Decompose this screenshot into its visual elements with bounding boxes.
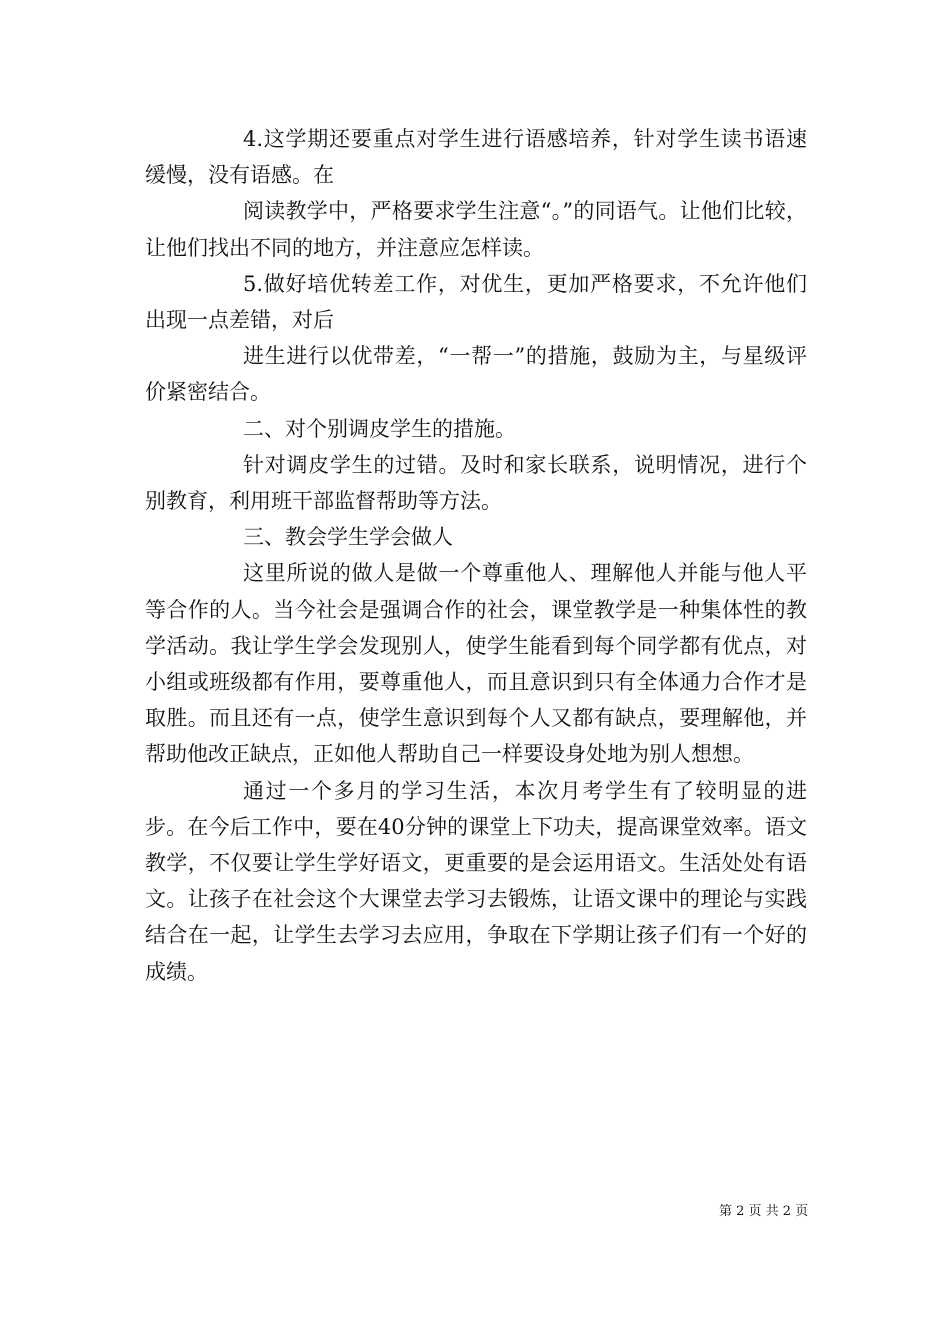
paragraph-3: 5.做好培优转差工作，对优生，更加严格要求，不允许他们出现一点差错，对后 bbox=[145, 271, 807, 333]
section-heading-3: 三、教会学生学会做人 bbox=[243, 525, 453, 550]
paragraph-2: 阅读教学中，严格要求学生注意“。”的同语气。让他们比较，让他们找出不同的地方，并注意应怎样读。 bbox=[145, 199, 807, 260]
paragraph-6: 针对调皮学生的过错。及时和家长联系，说明情况，进行个别教育，利用班干部监督帮助等方法。 bbox=[145, 452, 807, 514]
paragraph-4: 进生进行以优带差，“一帮一”的措施，鼓励为主，与星级评价紧密结合。 bbox=[145, 344, 807, 405]
paragraph-1: 4.这学期还要重点对学生进行语感培养，针对学生读书语速缓慢，没有语感。在 bbox=[145, 127, 807, 188]
page-number: 第 2 页 共 2 页 bbox=[719, 1204, 809, 1219]
document-body bbox=[145, 121, 807, 990]
paragraph-8: 这里所说的做人是做一个尊重他人、理解他人并能与他人平等合作的人。当今社会是强调合作的社会，课堂教学是一种集体性的教学活动。我让学生学会发现别人，使学生能看到每个同学都有优点，对小组或班级都有作用，要尊重他人，而且意识到只有全体通力合作才是取胜。而且还有一点，使学生意识到每个人又都有缺点，要理解他，并帮助他改正缺点，正如他人帮助自己一样要设身处地为别人想想。 bbox=[145, 561, 807, 767]
paragraph-9: 通过一个多月的学习生活，本次月考学生有了较明显的进步。在今后工作中，要在40分钟的课堂上下功夫，提高课堂效率。语文教学，不仅要让学生学好语文，更重要的是会运用语文。生活处处有语文。让孩子在社会这个大课堂去学习去锻炼，让语文课中的理论与实践结合在一起，让学生去学习去应用，争取在下学期让孩子们有一个好的成绩。 bbox=[145, 778, 807, 984]
section-heading-2: 二、对个别调皮学生的措施。 bbox=[243, 416, 516, 441]
